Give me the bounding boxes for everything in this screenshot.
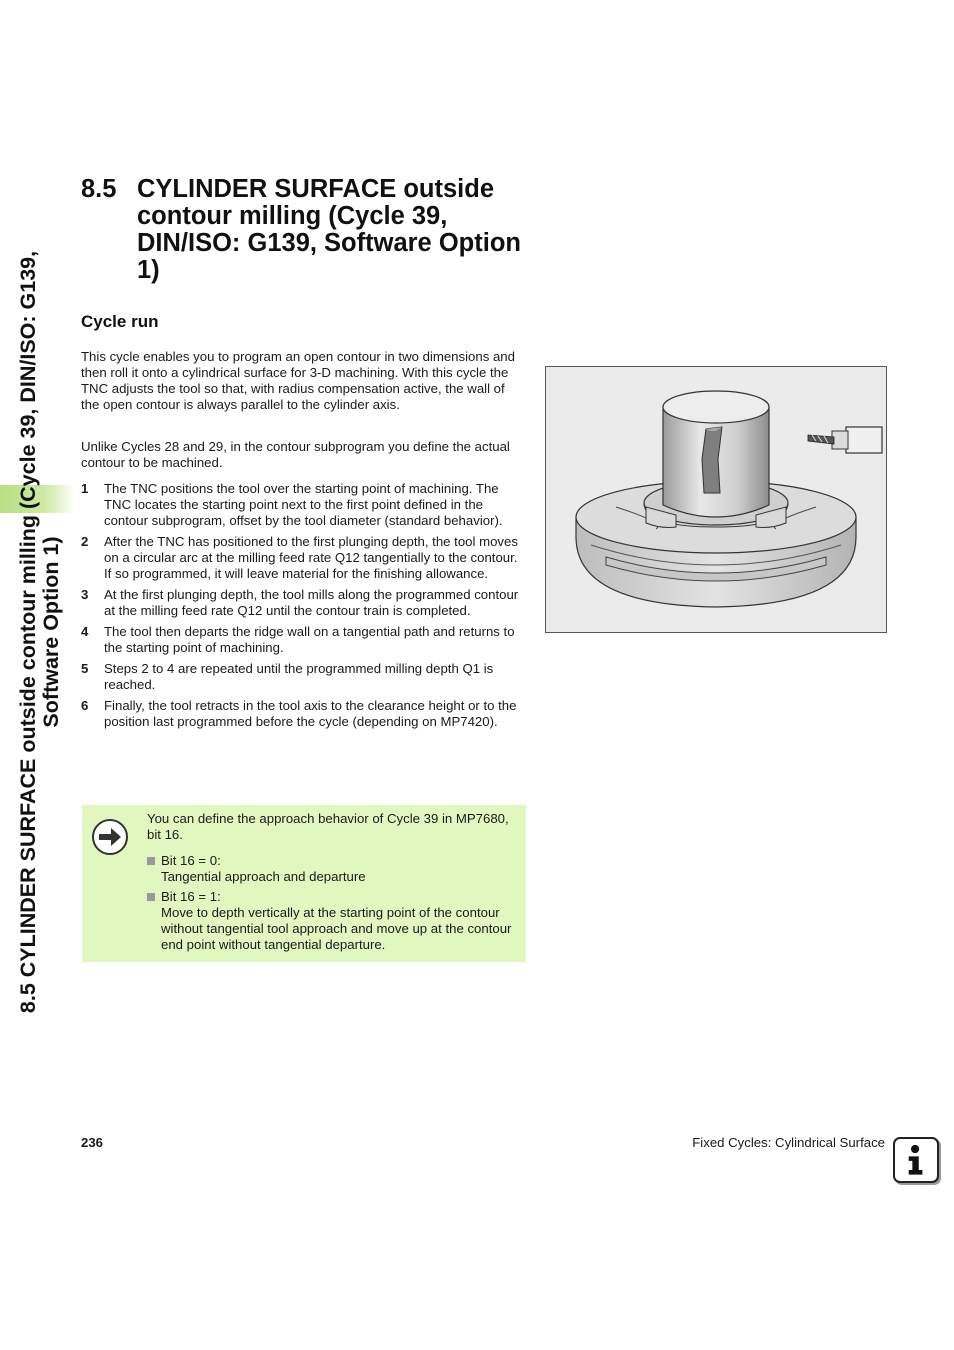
intro-paragraph: This cycle enables you to program an open contour in two dimensions and then roll it onto a cylindrical surface for 3-D machining. With this cycle the TNC adjusts the tool so that, with radius compensation active, the wall of the open contour is always parallel to the cylinder axis. [81,349,515,412]
note-bullet [147,889,519,953]
side-title-line2: Software Option 1) [39,536,63,728]
bullet-label: Bit 16 = 1: [161,889,221,904]
step-number: 4 [81,624,89,639]
cylinder-illustration [545,366,887,633]
list-item [81,534,526,582]
step-text: The tool then departs the ridge wall on a tangential path and returns to the starting point of machining. [104,624,515,655]
side-running-title [17,182,63,1082]
bullet-text: Move to depth vertically at the starting point of the contour without tangential tool approach and move up at the contour end point without tangential departure. [161,905,512,952]
step-number: 1 [81,481,89,496]
arrow-right-icon [91,818,129,856]
section-heading: CYLINDER SURFACE outside contour milling (Cycle 39, DIN/ISO: G139, Software Option 1) [137,175,521,284]
list-item [81,481,526,529]
step-number: 5 [81,661,89,676]
bullet-square-icon [147,857,155,865]
info-icon [893,1137,939,1183]
contour-paragraph: Unlike Cycles 28 and 29, in the contour subprogram you define the actual contour to be machined. [81,439,510,470]
section-title [81,176,531,284]
chapter-footer: Fixed Cycles: Cylindrical Surface [692,1135,885,1150]
step-text: After the TNC has positioned to the first plunging depth, the tool moves on a circular arc at the milling feed rate Q12 tangentially to the contour. If so programmed, it will leave material for the finishing allowance. [104,534,518,581]
note-intro: You can define the approach behavior of Cycle 39 in MP7680, bit 16. [147,811,509,842]
step-number: 3 [81,587,89,602]
bullet-label: Bit 16 = 0: [161,853,221,868]
list-item [81,587,526,619]
section-number: 8.5 [81,175,117,203]
step-list [81,481,526,735]
cylinder-drawing [546,367,886,632]
list-item [81,698,526,730]
step-text: Finally, the tool retracts in the tool axis to the clearance height or to the position last programmed before the cycle (depending on MP7420). [104,698,517,729]
step-text: The TNC positions the tool over the starting point of machining. The TNC locates the starting point next to the first point defined in the contour subprogram, offset by the tool diameter (standard behavior). [104,481,503,528]
subheading: Cycle run [81,312,159,331]
step-text: Steps 2 to 4 are repeated until the programmed milling depth Q1 is reached. [104,661,494,692]
step-number: 2 [81,534,89,549]
note-content [147,811,519,957]
step-number: 6 [81,698,89,713]
list-item [81,624,526,656]
bullet-square-icon [147,893,155,901]
note-bullet [147,853,519,885]
page-number: 236 [81,1135,104,1150]
step-text: At the first plunging depth, the tool mills along the programmed contour at the milling feed rate Q12 until the contour train is completed. [104,587,519,618]
list-item [81,661,526,693]
bullet-text: Tangential approach and departure [161,869,366,884]
note-box [82,805,526,962]
side-title-line1: 8.5 CYLINDER SURFACE outside contour milling (Cycle 39, DIN/ISO: G139, [16,250,40,1014]
